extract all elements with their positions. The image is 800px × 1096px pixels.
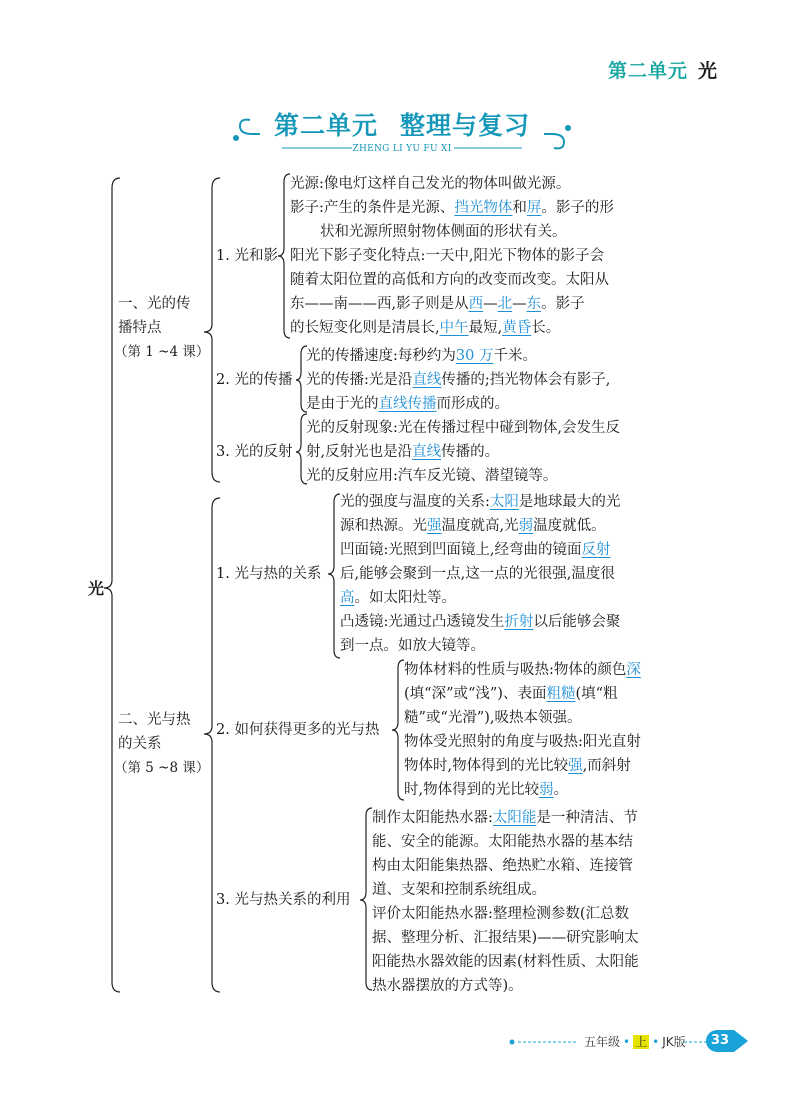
s1-t3-label: 3. 光的反射 (216, 444, 293, 460)
s1-t2-line-3: 是由于光的直线传播而形成的。 (306, 396, 509, 412)
s2-t3-line-8: 热水器摆放的方式等)。 (372, 978, 523, 994)
s2-t1-line-2: 源和热源。光强温度就高,光弱温度就低。 (340, 518, 606, 534)
s1-t1-line-4: 阳光下影子变化特点:一天中,阳光下物体的影子会 (290, 248, 604, 264)
s2-t3-label: 3. 光与热关系的利用 (216, 892, 351, 908)
s2-t1-line-7: 到一点。如放大镜等。 (340, 638, 485, 654)
s2-t2-label: 2. 如何获得更多的光与热 (216, 722, 380, 738)
answer: 粗糙 (546, 686, 576, 702)
s2-t3-line-1: 制作太阳能热水器:太阳能是一种清洁、节 (372, 810, 638, 826)
s1-t1-line-1: 光源:像电灯这样自己发光的物体叫做光源。 (290, 176, 571, 192)
title-left: 第二单元 (273, 111, 378, 140)
s2-t1-line-1: 光的强度与温度的关系:太阳是地球最大的光 (340, 494, 621, 510)
s1-label-2: 播特点 (118, 320, 162, 336)
s2-t3-line-3: 构由太阳能集热器、绝热贮水箱、连接管 (372, 858, 633, 874)
footer-grade: 五年级 (584, 1035, 621, 1049)
s2-t2-line-3: 糙”或“光滑”),吸热本领强。 (404, 710, 582, 726)
answer: 弱 (518, 518, 534, 534)
s1-t1-line-3: 状和光源所照射物体侧面的形状有关。 (320, 224, 567, 240)
s1-label-3: （第 1 ~4 课） (114, 344, 210, 360)
s1-t1-label: 1. 光和影 (216, 248, 278, 264)
answer: 高 (340, 590, 355, 606)
s2-t2-line-1: 物体材料的性质与吸热:物体的颜色深 (404, 662, 641, 678)
answer: 直线 (412, 444, 442, 460)
s1-label-1: 一、光的传 (118, 296, 191, 312)
s2-t1-label: 1. 光与热的关系 (216, 566, 322, 582)
s1-t1-line-6: 东——南——西,影子则是从西—北—东。影子 (290, 296, 585, 312)
answer: 北 (497, 296, 513, 312)
s1-t2-line-2: 光的传播:光是沿直线传播的;挡光物体会有影子, (306, 372, 611, 388)
running-header-unit: 第二单元 (608, 60, 689, 82)
title-right: 整理与复习 (400, 111, 531, 140)
title-pinyin: ZHENG LI YU FU XI (352, 144, 452, 154)
answer: 东 (526, 296, 542, 312)
s2-t2-line-4: 物体受光照射的角度与吸热:阳光直射 (404, 734, 641, 750)
s2-t3-line-6: 据、整理分析、汇报结果)——研究影响太 (372, 930, 639, 946)
s1-t2-label: 2. 光的传播 (216, 372, 293, 388)
s1-t1-line-5: 随着太阳位置的高低和方向的改变而改变。太阳从 (290, 272, 609, 288)
s2-t2-line-2: (填“深”或“浅”)、表面粗糙(填“粗 (404, 686, 618, 702)
answer: 黄昏 (502, 320, 532, 336)
root-label: 光 (88, 579, 105, 598)
s2-t1-line-5: 高。如太阳灶等。 (340, 590, 456, 606)
answer: 挡光物体 (454, 200, 513, 216)
s2-label-2: 的关系 (118, 736, 162, 752)
s2-t1-line-6: 凸透镜:光通过凸透镜发生折射以后能够会聚 (340, 614, 621, 630)
s2-t3-line-7: 阳能热水器效能的因素(材料性质、太阳能 (372, 954, 639, 970)
footer-version: JK版 (662, 1035, 686, 1049)
s1-t3-line-2: 射,反射光也是沿直线传播的。 (306, 444, 500, 460)
s1-t3-line-3: 光的反射应用:汽车反光镜、潜望镜等。 (306, 468, 558, 484)
s2-label-3: （第 5 ~8 课） (114, 760, 210, 776)
s2-t3-line-2: 能、安全的能源。太阳能热水器的基本结 (372, 834, 633, 850)
answer: 强 (427, 518, 442, 534)
s2-label-1: 二、光与热 (118, 712, 191, 728)
answer: 强 (568, 758, 583, 774)
answer: 直线传播 (378, 396, 437, 412)
answer: 深 (626, 662, 641, 678)
s1-t3-line-1: 光的反射现象:光在传播过程中碰到物体,会发生反 (306, 420, 620, 436)
answer: 西 (468, 296, 484, 312)
s2-t1-line-4: 后,能够会聚到一点,这一点的光很强,温度很 (340, 566, 615, 582)
running-header-topic: 光 (698, 60, 719, 82)
s2-t2-line-5: 物体时,物体得到的光比较强,而斜射 (404, 758, 631, 774)
answer: 太阳 (489, 494, 519, 510)
footer-edition: 五年级 • 上 • JK版 (584, 1035, 686, 1049)
s1-t1-line-2: 影子:产生的条件是光源、挡光物体和屏。影子的形 (290, 200, 614, 216)
s1-t1-line-7: 的长短变化则是清晨长,中午最短,黄昏长。 (290, 320, 561, 336)
answer: 反射 (581, 542, 611, 558)
footer-term: 上 (635, 1035, 648, 1049)
page-arrow-icon (734, 1030, 748, 1052)
s2-t3-line-4: 道、支架和控制系统组成。 (372, 882, 546, 898)
answer: 30 万 (455, 348, 494, 364)
answer: 弱 (539, 782, 554, 798)
answer: 折射 (504, 614, 534, 630)
answer: 太阳能 (492, 810, 537, 826)
s2-t1-line-3: 凹面镜:光照到凹面镜上,经弯曲的镜面反射 (340, 542, 611, 558)
answer: 中午 (439, 320, 469, 336)
page-number: 33 (706, 1030, 734, 1052)
s2-t3-line-5: 评价太阳能热水器:整理检测参数(汇总数 (372, 906, 630, 922)
answer: 屏 (526, 200, 542, 216)
s2-t2-line-6: 时,物体得到的光比较弱。 (404, 782, 569, 798)
s1-t2-line-1: 光的传播速度:每秒约为30 万千米。 (306, 348, 537, 364)
answer: 直线 (412, 372, 442, 388)
